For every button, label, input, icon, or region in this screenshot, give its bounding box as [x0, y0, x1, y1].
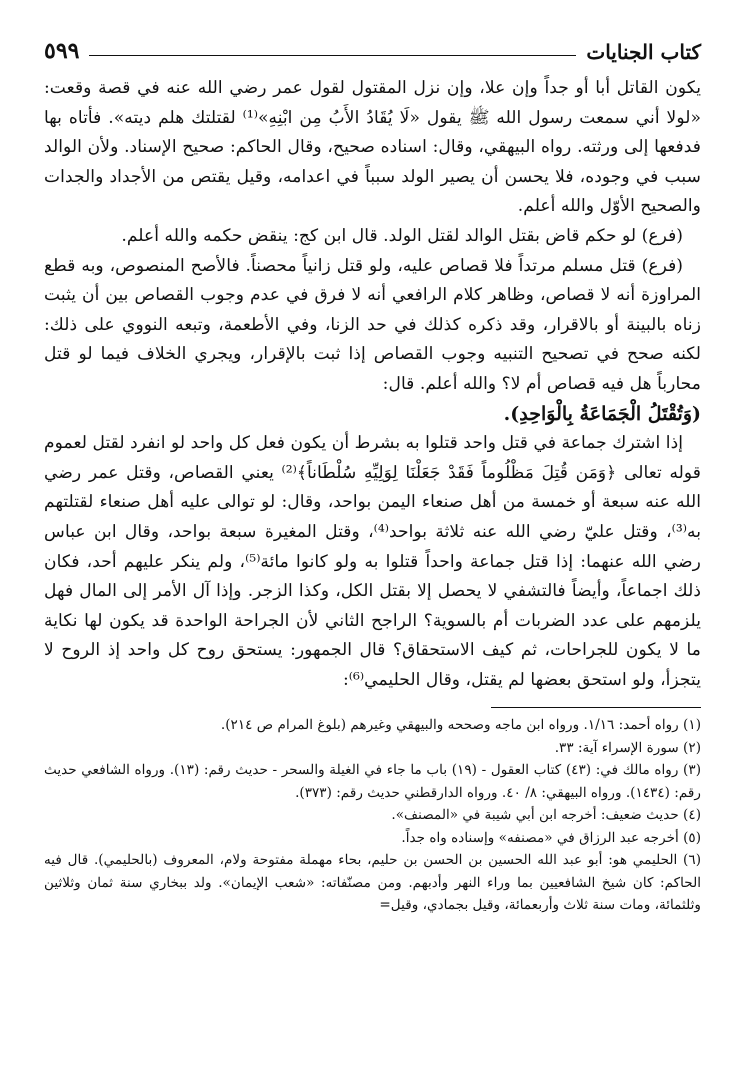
- paragraph-3: (فرع) قتل مسلم مرتداً فلا قصاص عليه، ولو قتل زانياً محصناً. فالأصح المنصوص، وبه قطع المراوزة أنه لا قصاص، وظاهر كلام الرافعي أنه لا فرق في عدم وجوب القصاص بين أن يثبت زناه بالبينة أو بالاقرار، وقد ذكره كذلك في حد الزنا، وفي الأطعمة، وتبعه النووي على ذلك: لكنه صحح في تصحيح التنبيه وجوب القصاص إذا ثبت بالإقرار، ويجري الخلاف فيما لو قتل محارباً هل فيه قصاص أم لا؟ والله أعلم. قال:: [44, 255, 701, 394]
- header-rule: [89, 55, 576, 56]
- footnote-4: (٤) حديث ضعيف: أخرجه ابن أبي شيبة في «المصنف».: [391, 807, 701, 824]
- footnote-2: (٢) سورة الإسراء آية: ٣٣.: [554, 739, 701, 756]
- footnote-1: (١) رواه أحمد: ١/١٦. ورواه ابن ماجه وصححه والبيهقي وغيرهم (بلوغ المرام ص ٢١٤).: [220, 717, 701, 734]
- footnotes: [44, 714, 701, 917]
- page-number: ٥٩٩: [44, 38, 80, 64]
- footnote-5: (٥) أخرجه عبد الرزاق في «مصنفه» وإسناده واه جداً.: [401, 829, 701, 846]
- section-heading: (وَتُقْتَلُ الْجَمَاعَةُ بِالْوَاحِدِ).: [503, 402, 701, 425]
- running-title: كتاب الجنايات: [586, 40, 701, 64]
- paragraph-4: إذا اشترك جماعة في قتل واحد قتلوا به بشرط أن يكون فعل كل واحد لو انفرد لقتل لعموم قوله تعالى ﴿وَمَن قُتِلَ مَظْلُوماً فَقَدْ جَعَلْنَا لِوَلِيِّهِ سُلْطَاناً﴾⁽²⁾ يعني القصاص، وقتل عمر رضي الله عنه سبعة أو خمسة من أهل صنعاء اليمن بواحد، وقال: لو توالى عليه أهل صنعاء لقتلتهم به⁽³⁾، وقتل عليّ رضي الله عنه ثلاثة بواحد⁽⁴⁾، وقتل المغيرة سبعة بواحد، وقال ابن عباس رضي الله عنهما: إذا قتل جماعة واحداً قتلوا به ولو كانوا مائة⁽⁵⁾، ولم ينكر عليهم أحد، فكان ذلك اجماعاً، وأيضاً فالتشفي لا يحصل إلا بقتل الكل، وكذا الزجر. وإذا آل الأمر إلى المال فهل يلزمهم على عدد الضربات أم بالسوية؟ الراجح الثاني لأن الجراحة الواحدة قد يكون لها نكاية ما لا يكون للجراحات، ثم كيف الاستحقاق؟ قال الجمهور: يستحق روح كل واحد إذ الروح لا يتجزأ، ولو استحق بعضها لم يقتل، وقال الحليمي⁽⁶⁾:: [44, 433, 702, 690]
- paragraph-1: يكون القاتل أبا أو جداً وإن علا، وإن نزل المقتول لقول عمر رضي الله عنه في قصة وقعت: «لولا أني سمعت رسول الله ﷺ يقول «لَا يُقَادُ الأَبُ مِن ابْنِهِ»⁽¹⁾ لقتلتك هلم ديته». فأتاه بها فدفعها إلى ورثته. رواه البيهقي، وقال: اسناده صحيح، وقال الحاكم: صحيح الإسناد. ولأن الوالد سبب في وجوده، فلا يحسن أن يصير الولد سبباً في اعدامه، وقيل يقتص من الأجداد والجدات والصحيح الأوّل والله أعلم.: [44, 78, 701, 217]
- footnote-separator: [491, 707, 701, 708]
- footnote-3: (٣) رواه مالك في: (٤٣) كتاب العقول - (١٩) باب ما جاء في الغيلة والسحر - حديث رقم: (١٣). ورواه الشافعي حديث رقم: (١٤٣٤). ورواه البيهقي: ٨/ ٤٠. ورواه الدارقطني حديث رقم: (٣٧٣).: [44, 762, 701, 801]
- footnote-6: (٦) الحليمي هو: أبو عبد الله الحسين بن الحسن بن حليم، بحاء مهملة مفتوحة ولام، المعروف (بالحليمي). قال فيه الحاكم: كان شيخ الشافعيين بما وراء النهر وأدبهم. ومن مصنّفاته: «شعب الإيمان». ولد ببخاري سنة ثمان وثلاثين وثلثمائة، ومات سنة ثلاث وأربعمائة، وقيل بجمادي، وقيل=: [44, 852, 701, 914]
- page-header: [44, 30, 701, 64]
- main-text: [44, 74, 701, 695]
- paragraph-2: (فرع) لو حكم قاض بقتل الوالد لقتل الولد. قال ابن كج: ينقض حكمه والله أعلم.: [121, 225, 683, 246]
